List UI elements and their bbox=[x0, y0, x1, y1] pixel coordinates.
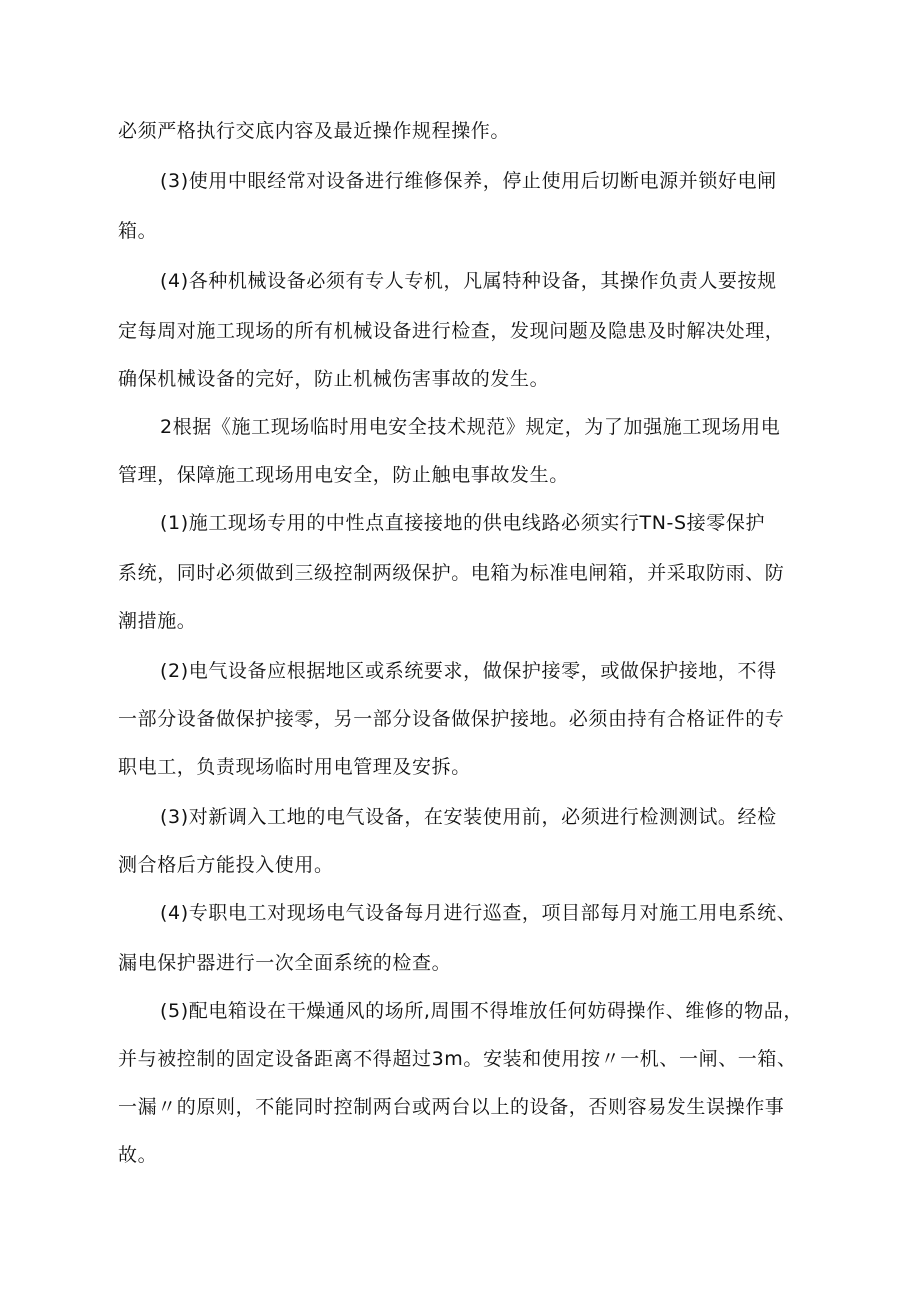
text-line: 必须严格执行交底内容及最近操作规程操作。 bbox=[118, 120, 511, 142]
text-line: 管理，保障施工现场用电安全，防止触电事故发生。 bbox=[118, 464, 569, 486]
text-line: (3)使用中眼经常对设备进行维修保养，停止使用后切断电源并锁好电闸 bbox=[160, 170, 777, 192]
text-line: 确保机械设备的完好，防止机械伤害事故的发生。 bbox=[118, 368, 550, 390]
text-line: 测合格后方能投入使用。 bbox=[118, 854, 334, 876]
text-line: 系统，同时必须做到三级控制两级保护。电箱为标准电闸箱，并采取防雨、防 bbox=[118, 562, 785, 584]
text-line: 故。 bbox=[118, 1144, 158, 1166]
text-line: (2)电气设备应根据地区或系统要求，做保护接零，或做保护接地，不得 bbox=[160, 660, 777, 682]
text-line: 一漏〃的原则，不能同时控制两台或两台以上的设备，否则容易发生误操作事 bbox=[118, 1096, 785, 1118]
text-line: (3)对新调入工地的电气设备，在安装使用前，必须进行检测测试。经检 bbox=[160, 806, 777, 828]
text-line: (4)专职电工对现场电气设备每月进行巡查，项目部每月对施工用电系统、 bbox=[160, 902, 797, 924]
text-line: 2根据《施工现场临时用电安全技术规范》规定，为了加强施工现场用电 bbox=[160, 416, 781, 438]
text-line: 定每周对施工现场的所有机械设备进行检查，发现问题及隐患及时解决处理， bbox=[118, 320, 785, 342]
text-line: 并与被控制的固定设备距离不得超过3m。安装和使用按〃一机、一闸、一箱、 bbox=[118, 1048, 797, 1070]
text-line: (4)各种机械设备必须有专人专机，凡属特种设备，其操作负责人要按规 bbox=[160, 270, 777, 292]
text-line: (1)施工现场专用的中性点直接接地的供电线路必须实行TN-S接零保护 bbox=[160, 512, 766, 534]
text-line: 一部分设备做保护接零，另一部分设备做保护接地。必须由持有合格证件的专 bbox=[118, 708, 785, 730]
text-line: 职电工，负责现场临时用电管理及安拆。 bbox=[118, 756, 471, 778]
text-line: 漏电保护器进行一次全面系统的检查。 bbox=[118, 952, 452, 974]
text-line: (5)配电箱设在干燥通风的场所,周围不得堆放任何妨碍操作、维修的物品， bbox=[160, 1000, 803, 1022]
text-line: 潮措施。 bbox=[118, 610, 197, 632]
text-line: 箱。 bbox=[118, 220, 158, 242]
